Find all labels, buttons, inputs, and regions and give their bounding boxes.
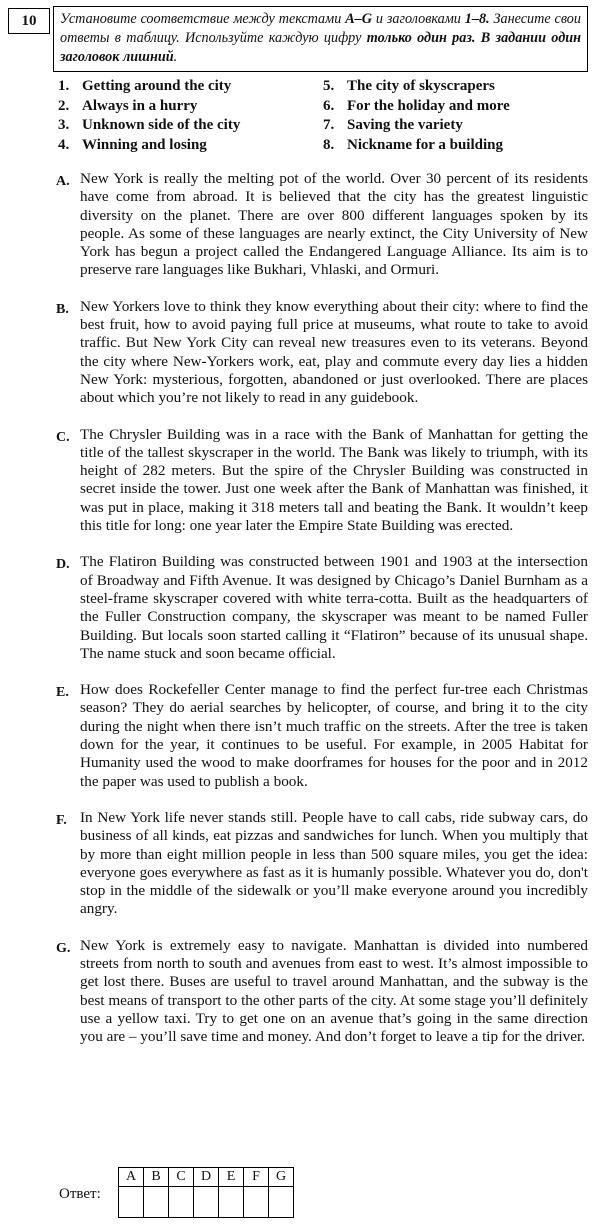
answer-column-header: B	[144, 1168, 169, 1187]
text-paragraph	[56, 937, 588, 1047]
heading-text: The city of skyscrapers	[347, 78, 495, 94]
task-number: 10	[8, 8, 50, 34]
answer-cell[interactable]	[169, 1187, 194, 1218]
heading-text: Winning and losing	[82, 136, 207, 153]
answer-cell[interactable]	[244, 1187, 269, 1218]
heading-number: 3.	[58, 117, 70, 133]
answer-input-row[interactable]	[119, 1187, 294, 1218]
heading-item	[58, 136, 323, 156]
answer-header-row	[119, 1168, 294, 1187]
text-body: How does Rockefeller Center manage to find the perfect fur-tree each Christmas season? They do aerial searches by helicopter, of course, and bring it to the city during the night when there isn’t much traffic on the streets. After the tree is taken down for the year, it continues to be useful. For example, in 2005 Habitat for Humanity used the wood to make doorframes for houses for the poor and in 2012 the paper was used to publish a book.	[80, 681, 588, 790]
text-letter: C.	[56, 429, 70, 445]
answer-cell[interactable]	[219, 1187, 244, 1218]
answer-table	[118, 1167, 294, 1218]
headings-list	[58, 77, 588, 155]
text-paragraph	[56, 170, 588, 280]
answer-cell[interactable]	[119, 1187, 144, 1218]
text-letter: G.	[56, 940, 71, 956]
text-body: The Flatiron Building was constructed between 1901 and 1903 at the intersection of Broadway and Fifth Avenue. It was designed by Chicago’s Daniel Burnham as a steel-frame skyscraper covered with white terra-cotta. Built as the headquarters of the Fuller Construction company, the skyscraper was meant to be named Fuller Building. But locals soon started calling it “Flatiron” because of its unusual shape. The name stuck and soon became official.	[80, 553, 588, 662]
text-paragraph	[56, 809, 588, 919]
heading-text: Nickname for a building	[347, 136, 503, 153]
answer-column-header: E	[219, 1168, 244, 1187]
heading-text: Unknown side of the city	[82, 117, 241, 133]
text-letter: A.	[56, 174, 70, 189]
text-body: New York is really the melting pot of the world. Over 30 percent of its residents have come from abroad. It is believed that the city has the greatest linguistic diversity on the planet. There are over 800 different languages spoken by its people. As some of these languages are nearly extinct, the City University of New York has begun a project called the Endangered Language Alliance. Its aim is to preserve rare languages like Bukhari, Vhlaski, and Ormuri.	[80, 170, 588, 279]
answer-column-header: F	[244, 1168, 269, 1187]
heading-text: Always in a hurry	[82, 97, 198, 114]
heading-number: 4.	[58, 136, 70, 153]
heading-item	[323, 77, 588, 97]
texts-list	[56, 170, 588, 1064]
heading-item	[323, 97, 588, 117]
text-letter: F.	[56, 812, 67, 828]
task-instruction: Установите соответствие между текстами A–G и заголовками 1–8. Занесите свои ответы в таблицу. Используйте каждую цифру только один раз. В задании один заголовок лишний.	[53, 6, 588, 72]
answer-column-header: G	[269, 1168, 294, 1187]
text-paragraph	[56, 426, 588, 536]
text-body: New Yorkers love to think they know everything about their city: where to find the best fruit, how to avoid paying full price at museums, what route to take to avoid traffic. But New York City can reveal new treasures even to its veterans. Beyond the city where New-Yorkers work, eat, play and commute every day lies a hidden New York: mysterious, forgotten, abandoned or just overlooked. There are places about which you’re not likely to read in any guidebook.	[80, 297, 588, 407]
text-paragraph	[56, 553, 588, 663]
text-body: New York is extremely easy to navigate. Manhattan is divided into numbered streets from north to south and avenues from east to west. It’s almost impossible to get lost there. Buses are useful to travel around Manhattan, and the subway is the best means of transport to the other parts of the city. At some stage you’ll definitely use a yellow taxi. Try to get one on an avenue that’s going in the same direction you are – you’ll save time and money. And don’t forget to leave a tip for the driver.	[80, 936, 588, 1046]
heading-number: 1.	[58, 78, 70, 94]
text-letter: B.	[56, 301, 69, 317]
text-body: In New York life never stands still. People have to call cabs, ride subway cars, do business of all kinds, eat pizzas and sandwiches for lunch. When you multiply that by more than eight million people in less than 500 square miles, you get the idea: everyone goes everywhere as fast as it is humanly possible. Whatever you do, don't stop in the middle of the sidewalk or you’ll make everyone around you incredibly angry.	[80, 808, 588, 918]
heading-number: 8.	[323, 136, 335, 153]
answer-cell[interactable]	[144, 1187, 169, 1218]
text-body: The Chrysler Building was in a race with the Bank of Manhattan for getting the title of the tallest skyscraper in the world. The Bank was likely to triumph, with its height of 282 meters. But the spire of the Chrysler Building was constructed in secret inside the tower. Just one week after the Bank of Manhattan was finished, it was put in place, making it 318 meters tall and beating the Bank. It wouldn’t keep this title for long: one year later the Empire State Building was erected.	[80, 425, 588, 535]
answer-column-header: A	[119, 1168, 144, 1187]
answer-column-header: C	[169, 1168, 194, 1187]
text-paragraph	[56, 298, 588, 408]
text-paragraph	[56, 681, 588, 791]
answer-label: Ответ:	[59, 1186, 101, 1202]
heading-text: Getting around the city	[82, 78, 232, 94]
heading-item	[58, 97, 323, 117]
heading-item	[323, 136, 588, 156]
text-letter: D.	[56, 557, 70, 573]
heading-number: 5.	[323, 78, 335, 94]
heading-item	[323, 116, 588, 136]
heading-number: 7.	[323, 117, 335, 133]
heading-text: For the holiday and more	[347, 97, 510, 114]
heading-item	[58, 77, 323, 97]
heading-text: Saving the variety	[347, 117, 463, 133]
answer-cell[interactable]	[269, 1187, 294, 1218]
answer-cell[interactable]	[194, 1187, 219, 1218]
text-letter: E.	[56, 685, 69, 701]
heading-number: 2.	[58, 97, 70, 114]
heading-item	[58, 116, 323, 136]
answer-column-header: D	[194, 1168, 219, 1187]
heading-number: 6.	[323, 97, 335, 114]
